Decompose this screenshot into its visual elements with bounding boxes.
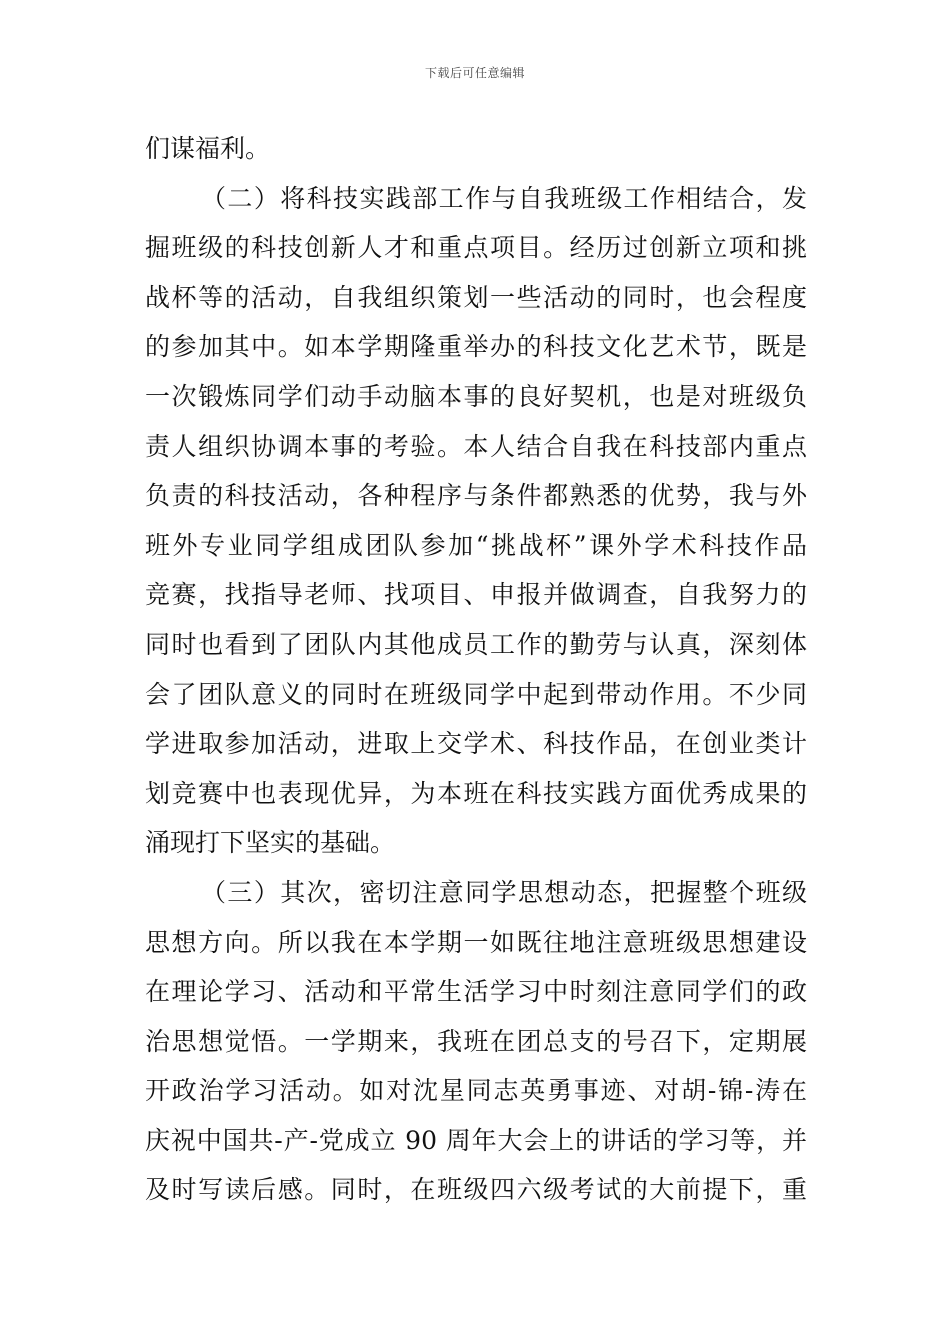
paragraph-start-line: （二）将科技实践部工作与自我班级工作相结合，发 (201, 183, 807, 213)
text-line: 及时写读后感。同时，在班级四六级考试的大前提下，重 (145, 1175, 807, 1205)
text-line: 治思想觉悟。一学期来，我班在团总支的号召下，定期展 (145, 1026, 807, 1056)
text-line: 同时也看到了团队内其他成员工作的勤劳与认真，深刻体 (145, 629, 807, 659)
text-line: 涌现打下坚实的基础。 (145, 828, 396, 858)
text-line: 负责的科技活动，各种程序与条件都熟悉的优势，我与外 (145, 481, 807, 511)
text-line: 会了团队意义的同时在班级同学中起到带动作用。不少同 (145, 679, 807, 709)
text-line: 一次锻炼同学们动手动脑本事的良好契机，也是对班级负 (145, 381, 807, 411)
text-line: 战杯等的活动，自我组织策划一些活动的同时，也会程度 (145, 282, 807, 312)
text-line: 们谋福利。 (145, 134, 271, 163)
paragraph-start-line: （三）其次，密切注意同学思想动态，把握整个班级 (201, 877, 807, 907)
text-line: 的参加其中。如本学期隆重举办的科技文化艺术节，既是 (145, 332, 807, 362)
text-line: 竞赛，找指导老师、找项目、申报并做调查，自我努力的 (145, 580, 807, 610)
page-header: 下载后可任意编辑 (424, 66, 525, 80)
text-line: 划竞赛中也表现优异，为本班在科技实践方面优秀成果的 (145, 778, 807, 808)
text-line: 班外专业同学组成团队参加“挑战杯”课外学术科技作品 (145, 530, 807, 560)
text-line: 学进取参加活动，进取上交学术、科技作品，在创业类计 (145, 729, 807, 759)
document-body (145, 124, 807, 1215)
text-line: 在理论学习、活动和平常生活学习中时刻注意同学们的政 (145, 977, 807, 1007)
text-line: 庆祝中国共-产-党成立 90 周年大会上的讲话的学习等，并 (145, 1125, 807, 1155)
text-line: 掘班级的科技创新人才和重点项目。经历过创新立项和挑 (145, 233, 807, 263)
text-line: 思想方向。所以我在本学期一如既往地注意班级思想建设 (145, 927, 807, 957)
text-line: 开政治学习活动。如对沈星同志英勇事迹、对胡-锦-涛在 (145, 1076, 807, 1106)
text-line: 责人组织协调本事的考验。本人结合自我在科技部内重点 (145, 431, 807, 461)
